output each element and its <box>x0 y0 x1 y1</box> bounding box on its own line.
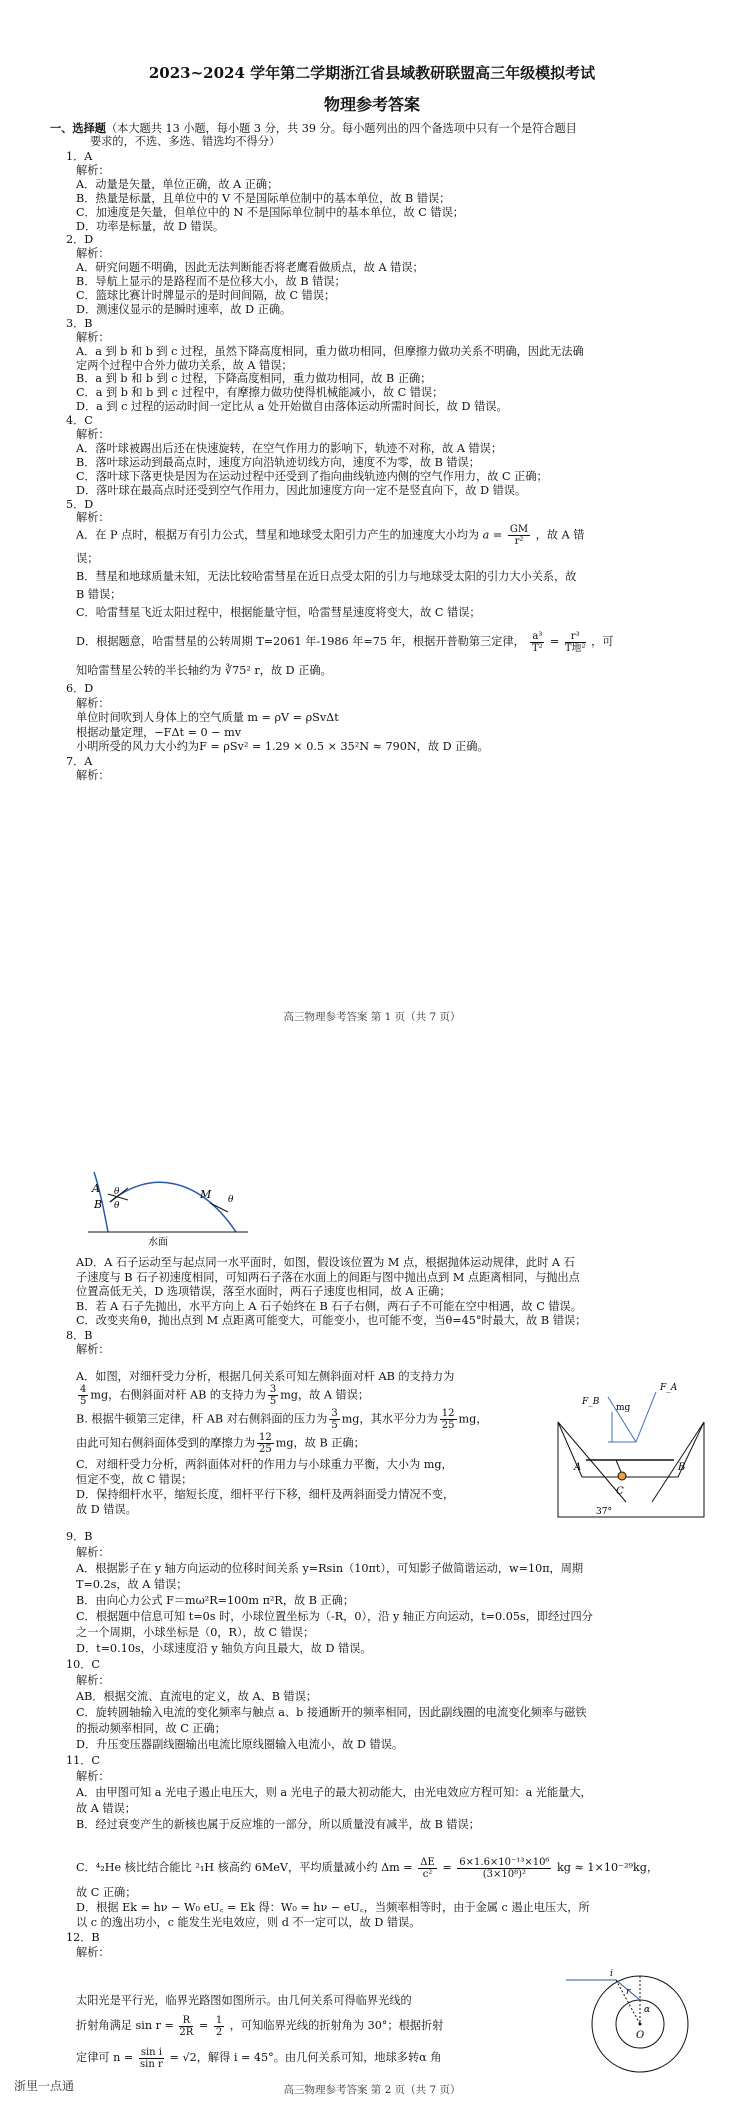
frac-num: 3 <box>331 1408 338 1419</box>
q8-text: mg，右侧斜面对杆 AB 的支持力为 <box>90 1388 266 1402</box>
answer-line: A．a 到 b 和 b 到 c 过程，虽然下降高度相同，重力做功相同，但摩擦力做功关系不明确，因此无法确 <box>76 344 584 358</box>
answer-line: B．a 到 b 和 b 到 c 过程，下降高度相同，重力做功相同，故 B 正确； <box>76 372 432 386</box>
label-theta: θ <box>114 1187 120 1197</box>
q12-text: = √2，解得 i = 45°。由几何关系可知，地球多转α 角 <box>169 2051 442 2064</box>
q12-line: 太阳光是平行光，临界光路图如图所示。由几何关系可得临界光线的 <box>76 1994 412 2007</box>
answer-title: 物理参考答案 <box>323 95 420 114</box>
q12-text: 定律可 n = <box>76 2051 134 2064</box>
answer-line: D．功率是标量，故 D 错误。 <box>76 219 225 233</box>
frac-3-5 <box>329 1408 339 1431</box>
q5-option-d <box>76 629 614 655</box>
frac-1-2 <box>214 2015 224 2038</box>
label-mg: mg <box>616 1403 631 1413</box>
q8-line <box>76 1384 369 1407</box>
question-answer: 8．B <box>66 1328 93 1342</box>
q8-text: 由此可知右侧斜面体受到的摩擦力为 <box>76 1436 256 1450</box>
frac-num: 1 <box>215 2014 223 2026</box>
analysis-label: 解析： <box>76 1770 110 1783</box>
frac-den: 2R <box>179 2026 194 2038</box>
answer-line: 定两个过程中合外力做功关系，故 A 错误； <box>76 358 293 372</box>
equals: = <box>549 635 560 648</box>
frac-den: r² <box>514 536 524 547</box>
string <box>616 1460 621 1472</box>
frac-num: R <box>179 2015 193 2027</box>
label-angle: 37° <box>596 1507 612 1517</box>
answer-line: 故 A 错误； <box>76 1802 136 1815</box>
q8-line <box>76 1408 487 1431</box>
q5-option-b: B．彗星和地球质量未知，无法比较哈雷彗星在近日点受太阳的引力与地球受太阳的引力大小关系，故 <box>76 570 577 583</box>
answer-line: T=0.2s，故 A 错误； <box>76 1578 188 1591</box>
answer-line: C．根据题中信息可知 t=0s 时，小球位置坐标为（-R，0），沿 y 轴正方向运动，t=0.05s，即经过四分 <box>76 1610 593 1623</box>
q5-option-c: C．哈雷彗星飞近太阳过程中，根据能量守恒，哈雷彗星速度将变大，故 C 错误； <box>76 606 481 619</box>
frac-den: 25 <box>441 1420 455 1431</box>
q12-earth-figure <box>560 1966 710 2076</box>
q8-text: B. 根据牛顿第三定律，杆 AB 对右侧斜面的压力为 <box>76 1412 328 1426</box>
label-theta: θ <box>114 1201 120 1211</box>
stone-b-path <box>110 1182 236 1232</box>
question-answer: 11．C <box>66 1754 100 1767</box>
answer-line: D．升压变压器副线圈输出电流比原线圈输入电流小，故 D 错误。 <box>76 1738 404 1751</box>
answer-line: AB．根据交流、直流电的定义，故 A、B 错误； <box>76 1690 318 1703</box>
label-a: A <box>574 1462 582 1473</box>
label-c: C <box>616 1486 624 1497</box>
answer-line: 位置高低无关，D 选项错误，落至水面时，两石子速度也相同，故 A 正确； <box>76 1285 451 1298</box>
formula-r3-t2 <box>565 631 586 654</box>
q8-line <box>76 1432 365 1455</box>
answer-line: A．落叶球被踢出后还在快速旋转，在空气作用力的影响下，轨迹不对称，故 A 错误； <box>76 441 503 455</box>
q5-d-text: D．根据题意，哈雷彗星的公转周期 T=2061 年-1986 年=75 年，根据开普勒第三定律， <box>76 635 525 648</box>
section-note: （本大题共 13 小题，每小题 3 分，共 39 分。每小题列出的四个备选项中只有一个是符合题目 <box>105 122 577 135</box>
label-fb: F_B <box>582 1397 600 1407</box>
frac-den: 5 <box>80 1396 87 1407</box>
q8-line: 恒定不变，故 C 错误； <box>76 1473 193 1486</box>
answer-line: 小明所受的风力大小约为F = ρSv² = 1.29 × 0.5 × 35²N ≈ 790N，故 D 正确。 <box>76 740 489 753</box>
answer-line: B．经过衰变产生的新核也属于反应堆的一部分，所以质量没有减半，故 B 错误； <box>76 1818 480 1831</box>
analysis-label: 解析： <box>76 330 110 344</box>
frac-num: ΔE <box>420 1856 435 1868</box>
analysis-label: 解析： <box>76 1674 110 1687</box>
answer-line: B．热量是标量，且单位中的 V 不是国际单位制中的基本单位，故 B 错误； <box>76 191 451 205</box>
answer-line: B．若 A 石子先抛出，水平方向上 A 石子始终在 B 石子右侧，两石子不可能在空中相遇，故 C 错误。 <box>76 1299 582 1313</box>
analysis-label: 解析： <box>76 163 110 177</box>
frac-den: 5 <box>331 1420 338 1431</box>
answer-line: 的振动频率相同，故 C 正确； <box>76 1722 226 1735</box>
equals: = <box>198 2019 209 2032</box>
answer-line: C．改变夹角θ，抛出点到 M 点距离可能变大，可能变小，也可能不变，当θ=45°时最大，故 B 错误； <box>76 1314 587 1327</box>
q8-force-figure <box>556 1352 706 1522</box>
question-answer: 7．A <box>66 754 93 768</box>
q5-a-cont: 误； <box>76 552 99 565</box>
frac-den: 2 <box>215 2026 223 2038</box>
answer-line: 子速度与 B 石子初速度相同，可知两石子落在水面上的间距与图中抛出点到 M 点距离相同，与抛出点 <box>76 1270 580 1284</box>
answer-line: D．测速仪显示的是瞬时速率，故 D 正确。 <box>76 302 292 316</box>
frac-den: T地² <box>564 642 586 654</box>
label-i: i <box>610 1969 613 1979</box>
watermark: 浙里一点通 <box>14 2079 75 2093</box>
frac-den: (3×10⁸)² <box>482 1868 526 1880</box>
frac-de-c2 <box>418 1857 437 1880</box>
analysis-label: 解析： <box>76 769 110 782</box>
answer-line: 根据动量定理，−FΔt = 0 − mv <box>76 725 242 739</box>
frac-3-5 <box>268 1384 278 1407</box>
frac-12-25 <box>257 1432 274 1455</box>
answer-line: C．加速度是矢量，但单位中的 N 不是国际单位制中的基本单位，故 C 错误； <box>76 205 464 219</box>
label-alpha: α <box>644 2005 651 2015</box>
q7-trajectory-figure <box>88 1170 248 1250</box>
q11-c-text: C．⁴₂He 核比结合能比 ²₁H 核高约 6MeV，平均质量减小约 Δm = <box>76 1861 413 1874</box>
q12-line <box>76 2044 441 2072</box>
question-answer: 1．A <box>66 150 93 163</box>
formula-lhs: a = <box>482 528 503 542</box>
equals: = <box>442 1861 452 1874</box>
q5-option-a <box>76 524 584 547</box>
frac-num: 12 <box>441 1408 455 1419</box>
frac-num: 12 <box>259 1432 272 1443</box>
analysis-label: 解析： <box>76 247 110 261</box>
label-b: B <box>678 1462 686 1473</box>
exam-title: 2023~2024 学年第二学期浙江省县域教研联盟高三年级模拟考试 <box>148 64 596 82</box>
frac-r-2r <box>179 2015 193 2038</box>
answer-line: A．动量是矢量，单位正确，故 A 正确； <box>76 177 279 191</box>
label-b: B <box>94 1198 103 1211</box>
frac-num: r³ <box>565 631 586 643</box>
answer-line: D．t=0.10s，小球速度沿 y 轴负方向且最大，故 D 错误。 <box>76 1642 372 1655</box>
question-answer: 2．D <box>66 233 94 247</box>
answer-line: C．旋转圆轴输入电流的变化频率与触点 a、b 接通断开的频率相同，因此副线圈的电流变化频率与磁铁 <box>76 1706 587 1719</box>
answer-line: 以 c 的逸出功小，c 能发生光电效应，则 d 不一定可以，故 D 错误。 <box>76 1916 421 1929</box>
frac-den: sin r <box>140 2058 163 2070</box>
q12-text: 折射角满足 sin r = <box>76 2019 174 2032</box>
answer-line: A．由甲图可知 a 光电子遏止电压大，则 a 光电子的最大初动能大，由光电效应方程可知：a 光能量大， <box>76 1786 592 1799</box>
force-line <box>636 1392 656 1442</box>
answer-line: A．研究问题不明确，因此无法判断能否将老鹰看做质点，故 A 错误； <box>76 261 424 275</box>
q8-line: 故 D 错误。 <box>76 1503 137 1516</box>
question-answer: 12．B <box>66 1931 100 1944</box>
q8-text: mg，其水平分力为 <box>341 1412 438 1426</box>
q8-text: mg，故 B 正确； <box>275 1436 365 1450</box>
water-label: 水面 <box>148 1237 168 1248</box>
answer-line: A．根据影子在 y 轴方向运动的位移时间关系 y=Rsin（10πt），可知影子做简谐运动，w=10π，周期 <box>76 1562 584 1575</box>
frac-energy <box>457 1857 551 1880</box>
analysis-label: 解析： <box>76 1343 110 1356</box>
section-heading <box>50 121 577 136</box>
formula-gm-r2 <box>508 524 530 547</box>
q8-text: mg，故 A 错误； <box>280 1388 370 1402</box>
question-answer: 3．B <box>66 316 93 330</box>
analysis-label: 解析： <box>76 1946 110 1959</box>
q5-b-cont: B 错误； <box>76 588 122 601</box>
answer-line: D．a 到 c 过程的运动时间一定比从 a 处开始做自由落体运动所需时间长，故 D 错误。 <box>76 400 508 414</box>
frac-den: 25 <box>259 1444 272 1455</box>
q8-line: C．对细杆受力分析，两斜面体对杆的作用力与小球重力平衡，大小为 mg， <box>76 1458 453 1471</box>
answer-line: 单位时间吹到人身体上的空气质量 m = ρV = ρSvΔt <box>76 711 339 724</box>
analysis-label: 解析： <box>76 696 110 710</box>
question-answer: 4．C <box>66 414 93 428</box>
frac-den: T² <box>532 642 543 654</box>
frac-den: 5 <box>269 1396 277 1407</box>
q11-option-c <box>76 1854 658 1882</box>
frac-den: c² <box>422 1868 433 1880</box>
answer-line: C．a 到 b 和 b 到 c 过程中，有摩擦力做功使得机械能减小，故 C 错误； <box>76 386 444 400</box>
label-o: O <box>636 2030 645 2041</box>
label-a: A <box>92 1182 100 1195</box>
formula-a3-t2 <box>530 631 544 654</box>
answer-line: C．落叶球下落更快是因为在运动过程中还受到了指向曲线轨迹内侧的空气作用力，故 C 正确； <box>76 469 548 483</box>
q11-c-tail: kg ≈ 1×10⁻²⁹kg， <box>557 1861 659 1874</box>
label-fa: F_A <box>660 1383 678 1393</box>
answer-line: D．根据 Ek = hν − W₀ eU꜀ = Ek 得：W₀ = hν − eU꜀，当频率相等时，由于金属 c 遏止电压大，所 <box>76 1901 590 1914</box>
answer-line: D．落叶球在最高点时还受到空气作用力，因此加速度方向一定不是竖直向下，故 D 错误。 <box>76 483 527 497</box>
section-note-2: 要求的，不选、多选、错选均不得分） <box>90 135 281 148</box>
answer-line: C．篮球比赛计时牌显示的是时间间隔，故 C 错误； <box>76 289 336 302</box>
q8-text: mg， <box>458 1412 488 1426</box>
frac-num: 6×1.6×10⁻¹³×10⁶ <box>459 1856 550 1868</box>
q5-d-tail: ，可 <box>591 635 614 648</box>
question-answer: 6．D <box>66 682 94 695</box>
q5-a-text: A．在 P 点时，根据万有引力公式，彗星和地球受太阳引力产生的加速度大小均为 <box>76 528 480 542</box>
q5-d-cont: 知哈雷彗星公转的半长轴约为 ∛75² r，故 D 正确。 <box>76 664 332 677</box>
frac-sini-sinr <box>139 2047 164 2070</box>
question-answer: 5．D <box>66 497 94 511</box>
page-2 <box>0 1070 744 2104</box>
q12-line <box>76 2012 443 2040</box>
frac-num: sin i <box>140 2046 162 2058</box>
q8-line: D．保持细杆水平，缩短长度，细杆平行下移，细杆及两斜面受力情况不变， <box>76 1488 455 1501</box>
analysis-label: 解析： <box>76 1546 110 1559</box>
label-m: M <box>200 1188 212 1201</box>
frac-num: GM <box>509 524 529 535</box>
analysis-label: 解析： <box>76 428 110 441</box>
answer-line: 之一个周期，小球坐标是（0，R），故 C 错误； <box>76 1626 315 1639</box>
analysis-label: 解析： <box>76 511 110 525</box>
frac-num: 4 <box>80 1384 87 1395</box>
answer-line: B．由向心力公式 F＝mω²R=100m π²R，故 B 正确； <box>76 1594 355 1607</box>
q8-line: A．如图，对细杆受力分析，根据几何关系可知左侧斜面对杆 AB 的支持力为 <box>76 1370 455 1383</box>
frac-4-5 <box>78 1384 88 1407</box>
frac-num: 3 <box>269 1384 277 1395</box>
question-answer: 9．B <box>66 1530 93 1543</box>
section-label: 一、选择题 <box>50 121 106 135</box>
q12-text: ，可知临界光线的折射角为 30°；根据折射 <box>229 2019 444 2032</box>
answer-line: AD．A 石子运动至与起点同一水平面时，如图，假设该位置为 M 点，根据抛体运动规律，此时 A 石 <box>76 1256 575 1269</box>
ball <box>618 1472 626 1480</box>
q5-a-tail: ，故 A 错 <box>535 528 585 542</box>
answer-line: B．落叶球运动到最高点时，速度方向沿轨迹切线方向，速度不为零，故 B 错误； <box>76 455 480 469</box>
page-footer-1: 高三物理参考答案 第 1 页（共 7 页） <box>283 1011 461 1023</box>
question-answer: 10．C <box>66 1658 100 1671</box>
answer-line: 故 C 正确； <box>76 1886 137 1899</box>
label-theta: θ <box>228 1195 234 1205</box>
label-r: r <box>626 1987 631 1997</box>
answer-line: B．导航上显示的是路程而不是位移大小，故 B 错误； <box>76 275 346 289</box>
frac-12-25 <box>440 1408 457 1431</box>
frac-num: a³ <box>532 630 543 642</box>
page-footer-2: 高三物理参考答案 第 2 页（共 7 页） <box>283 2084 461 2096</box>
